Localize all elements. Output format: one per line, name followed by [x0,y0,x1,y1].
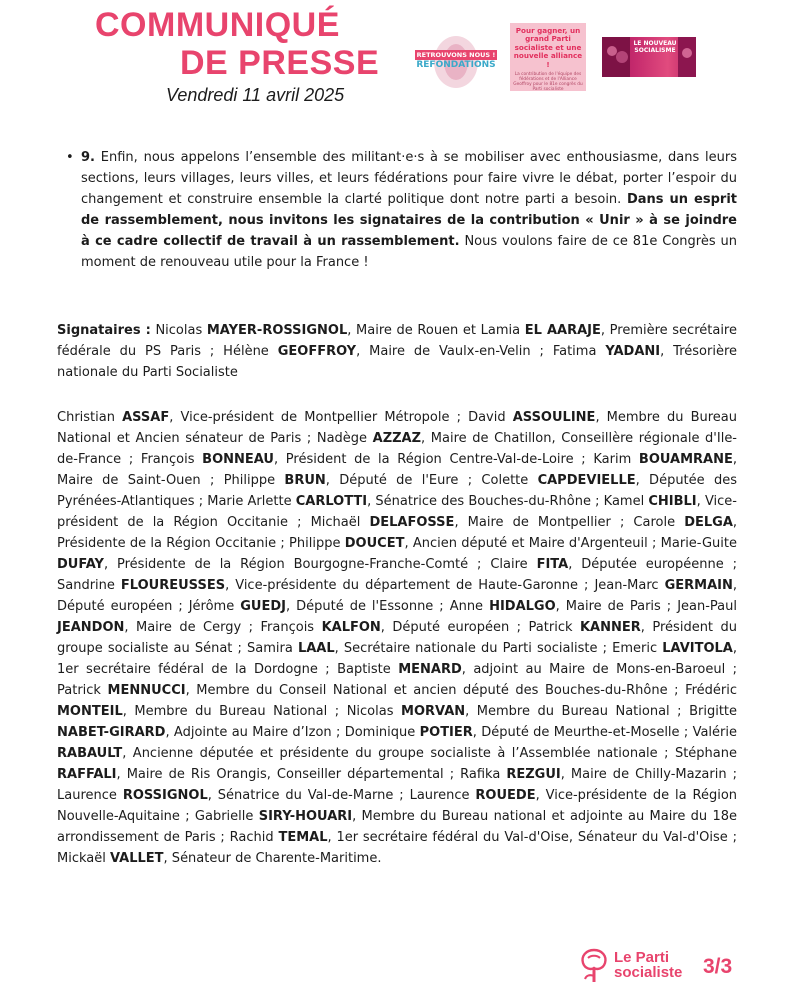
signatory-last-name: MORVAN [401,704,466,719]
paragraph-9-text [81,147,737,273]
signatory-entry [57,851,381,866]
paragraph-9 [57,147,737,273]
signatory-last-name: NABET-GIRARD [57,725,166,740]
paragraph-intro: Enfin, nous appelons l’ensemble des militant·e·s à se mobiliser avec enthousiasme, dans leurs sections, leurs villages, leurs villes, et leurs fédérations pour faire vivre le débat, porter l’espoir du changement et construire ensemble la clarté politique dont notre parti a besoin. [81,150,737,207]
signatory-first-name: Claire [490,557,537,572]
signatory-last-name: HIDALGO [489,599,556,614]
press-header [0,0,800,120]
signatory-first-name: Nadège [316,431,373,446]
signatory-last-name: FLOUREUSSES [120,578,226,593]
signatory-first-name: Kamel [603,494,649,509]
bullet-dot: • [66,150,74,165]
signatory-last-name: MAYER-ROSSIGNOL [206,323,348,338]
signatory-role: , Maire de Chatillon, Conseillère régionale d'Ile-de-France ; [57,431,738,467]
signatory-role: , Secrétaire nationale du Parti socialiste ; [334,641,613,656]
rose-fist-icon [578,946,610,984]
signatory-last-name: CHIBLI [648,494,697,509]
signatory-first-name: Philippe [289,536,345,551]
signatory-role: , Ancienne députée et présidente du groupe socialiste à l’Assemblée nationale ; [122,746,675,761]
signatories-list [57,407,737,869]
signatory-first-name: Philippe [223,473,285,488]
signatory-role: , Maire de Montpellier ; [454,515,634,530]
signatory-last-name: JEANDON [57,620,125,635]
signatory-role: , Ancien député et Maire d'Argenteuil ; [404,536,661,551]
signatory-last-name: MENARD [398,662,462,677]
signatory-entry [289,536,661,551]
signatory-first-name: Patrick [57,683,108,698]
signatory-last-name: AZZAZ [372,431,422,446]
signatory-role: , Vice-président de la Région Occitanie ; [57,494,737,530]
signatory-first-name: Marie Arlette [207,494,296,509]
signatory-last-name: TEMAL [278,830,328,845]
signatory-last-name: EL AARAJE [524,323,601,338]
party-name-line1: Le Parti [614,949,670,966]
signatory-last-name: RABAULT [57,746,123,761]
signatory-role: , Vice-président de Montpellier Métropole ; [169,410,469,425]
signatory-role: , Députée des Pyrénées-Atlantiques ; [57,473,737,509]
signatory-last-name: KALFON [321,620,381,635]
signatory-last-name: LAAL [297,641,335,656]
signatory-first-name: David [468,410,513,425]
signatory-first-name: Sandrine [57,578,121,593]
signatory-first-name: Laurence [57,788,123,803]
signatory-last-name: YADANI [605,344,661,359]
refondations-logo [415,32,497,92]
signatory-role: , Député de l'Essonne ; [285,599,450,614]
signatory-role: , Sénatrice du Val-de-Marne ; [207,788,410,803]
signatory-last-name: CAPDEVIELLE [537,473,636,488]
signatory-entry [230,830,737,845]
signatory-role: , Président du groupe socialiste au Sénat ; [57,620,737,656]
signatory-entry [224,473,482,488]
signatory-entry [311,515,634,530]
signatory-entry [261,620,529,635]
signatory-last-name: ASSAF [122,410,170,425]
signatory-role: , Membre du Bureau national et adjointe au Maire du 18e arrondissement de Paris ; [57,809,738,845]
signatory-entry [57,578,594,593]
signatory-role: , Maire de Ris Orangis, Conseiller départemental ; [116,767,461,782]
signatory-first-name: Colette [481,473,538,488]
paragraph-number: 9. [81,150,95,165]
signatory-last-name: CARLOTTI [295,494,368,509]
signatory-first-name: Valérie [692,725,737,740]
signatory-role: , Première secrétaire fédérale du PS Paris ; Hélène [57,323,737,359]
poster-headline: Pour gagner, un grand Parti socialiste et une nouvelle alliance ! [513,26,583,69]
signatory-last-name: GERMAIN [664,578,733,593]
signatory-role: , Député de Meurthe-et-Moselle ; [472,725,693,740]
signatory-role: , Membre du Conseil National et ancien député des Bouches-du-Rhône ; [185,683,686,698]
signatory-entry [247,641,612,656]
signatory-role: , Député européen ; [380,620,529,635]
signatory-role: , Sénateur de Charente-Maritime. [163,851,382,866]
signatory-role: , Vice-présidente du département de Haute-Garonne ; [225,578,595,593]
press-date: Vendredi 11 avril 2025 [166,85,345,105]
signatory-role: , Maire de Rouen et Lamia [347,323,525,338]
signatory-last-name: SIRY-HOUARI [258,809,353,824]
signatory-role: , Trésorière nationale du Parti Socialiste [57,344,738,380]
signatory-entry [450,599,678,614]
signatory-entry [57,788,410,803]
signatory-role: , Membre du Bureau National ; [465,704,690,719]
signatory-entry [345,725,693,740]
signatory-last-name: LAVITOLA [662,641,733,656]
signatory-first-name: Frédéric [685,683,738,698]
signatory-role: , Président de la Région Centre-Val-de-Loire ; [273,452,594,467]
signatory-first-name: Mickaël [57,851,110,866]
paragraph-closing: Nous voulons faire de ce 81e Congrès un moment de renouveau utile pour la France ! [81,234,738,270]
signatory-role: , Maire de Chilly-Mazarin ; [560,767,737,782]
signatory-last-name: FITA [536,557,569,572]
page-number: 3/3 [703,955,733,978]
party-name-line2: socialiste [614,964,683,981]
signatory-entry [57,410,468,425]
banner-title: LE NOUVEAU SOCIALISME [633,40,677,54]
signatory-entry [278,344,606,359]
signatory-last-name: BONNEAU [202,452,274,467]
signatory-first-name: Jean-Marc [594,578,665,593]
signatory-role: , Maire de Paris ; [555,599,678,614]
signatory-last-name: DUFAY [57,557,104,572]
signatory-last-name: MONTEIL [57,704,123,719]
signatory-entry [490,557,737,572]
signatory-role: , 1er secrétaire fédéral du Val-d'Oise, Sénateur du Val-d'Oise ; [327,830,737,845]
signatory-first-name: Laurence [409,788,476,803]
signatory-last-name: ROSSIGNOL [122,788,208,803]
signatory-last-name: REZGUI [506,767,561,782]
signatory-entry [141,452,593,467]
signatory-first-name: Carole [633,515,685,530]
signataires-primary [57,320,737,383]
party-name [614,950,682,980]
signatory-first-name: Patrick [528,620,580,635]
signatory-role: , Adjointe au Maire d’Izon ; [165,725,345,740]
signatory-first-name: Rachid [229,830,279,845]
signatory-role: , Maire de Vaulx-en-Velin ; Fatima [356,344,606,359]
signatory-entry [337,662,737,677]
signatory-last-name: DELGA [684,515,733,530]
signatory-role: , Présidente de la Région Bourgogne-Franche-Comté ; [103,557,491,572]
signatory-role: , Membre du Bureau National et Ancien sénateur de Paris ; [57,410,738,446]
paragraph-bold-invitation: Dans un esprit de rassemblement, nous invitons les signataires de la contribution « Unir » à se joindre à ce cadre collectif de travail à un rassemblement. [81,192,738,249]
signatory-last-name: POTIER [419,725,473,740]
signatory-role: , Députée européenne ; [568,557,737,572]
signatory-role: , Député européen ; [57,578,737,614]
signatory-last-name: DOUCET [344,536,405,551]
signatory-first-name: Christian [57,410,123,425]
signatory-role: , 1er secrétaire fédéral de la Dordogne ; [57,641,737,677]
signatory-last-name: BRUN [284,473,326,488]
signatory-role: , Membre du Bureau National ; [122,704,347,719]
primary-signatories [57,323,737,380]
signatory-first-name: Michaël [310,515,370,530]
signatory-last-name: DELAFOSSE [369,515,455,530]
signatory-first-name: Nicolas [155,323,207,338]
signatory-first-name: Dominique [344,725,420,740]
signatory-first-name: Rafika [460,767,507,782]
parti-socialiste-logo [578,944,693,988]
signatory-first-name: Samira [247,641,298,656]
signatory-first-name: Gabrielle [194,809,259,824]
title-communique: COMMUNIQUÉ [95,6,340,44]
signatory-last-name: VALLET [109,851,164,866]
signatory-first-name: Nicolas [346,704,402,719]
signatory-last-name: GUEDJ [240,599,286,614]
signatory-last-name: ASSOULINE [512,410,596,425]
signatory-role: , Vice-présidente de la Région Nouvelle-Aquitaine ; [57,788,738,824]
signatory-role: , Sénatrice des Bouches-du-Rhône ; [367,494,604,509]
signatory-first-name: Anne [449,599,490,614]
signatory-first-name: Baptiste [337,662,399,677]
signataires-label: Signataires : [57,323,151,338]
signatory-last-name: KANNER [579,620,641,635]
signatory-role: , Présidente de la Région Occitanie ; [57,515,738,551]
signatory-first-name: François [260,620,322,635]
signatory-role: , Député de l'Eure ; [325,473,482,488]
signatory-entry [347,704,689,719]
signatory-entry [207,494,603,509]
signatory-first-name: Brigitte [689,704,738,719]
signatory-first-name: Jean-Paul [677,599,737,614]
refondations-wordmark: REFONDATIONS [416,60,496,70]
signatory-last-name: ROUEDE [475,788,536,803]
signatory-last-name: MENNUCCI [107,683,186,698]
signatory-first-name: Stéphane [674,746,737,761]
contribution-poster [510,23,586,91]
signatory-last-name: BOUAMRANE [638,452,733,467]
signatory-last-name: RAFFALI [57,767,117,782]
signatory-last-name: GEOFFROY [277,344,357,359]
signatory-role: , Maire de Saint-Ouen ; [57,452,737,488]
signatory-role: , Maire de Cergy ; [124,620,261,635]
signatory-first-name: Jérôme [188,599,241,614]
nouveau-socialisme-banner [602,37,696,77]
signatory-entry [189,599,450,614]
signatory-first-name: Emeric [612,641,663,656]
signatory-entry [460,767,737,782]
signatory-first-name: Karim [593,452,639,467]
signatory-role: , adjoint au Maire de Mons-en-Baroeul ; [461,662,737,677]
poster-subtext: La contribution de l'équipe des fédérations et de l'Alliance Geoffroy pour le 81e congrès du Parti socialiste [513,72,583,93]
refondations-tagline: RETROUVONS NOUS ! [416,51,496,59]
signatory-entry [155,323,524,338]
signatory-first-name: Marie-Guite [660,536,737,551]
title-de-presse: DE PRESSE [180,44,380,82]
signatory-first-name: François [140,452,203,467]
signatory-entry [57,683,685,698]
